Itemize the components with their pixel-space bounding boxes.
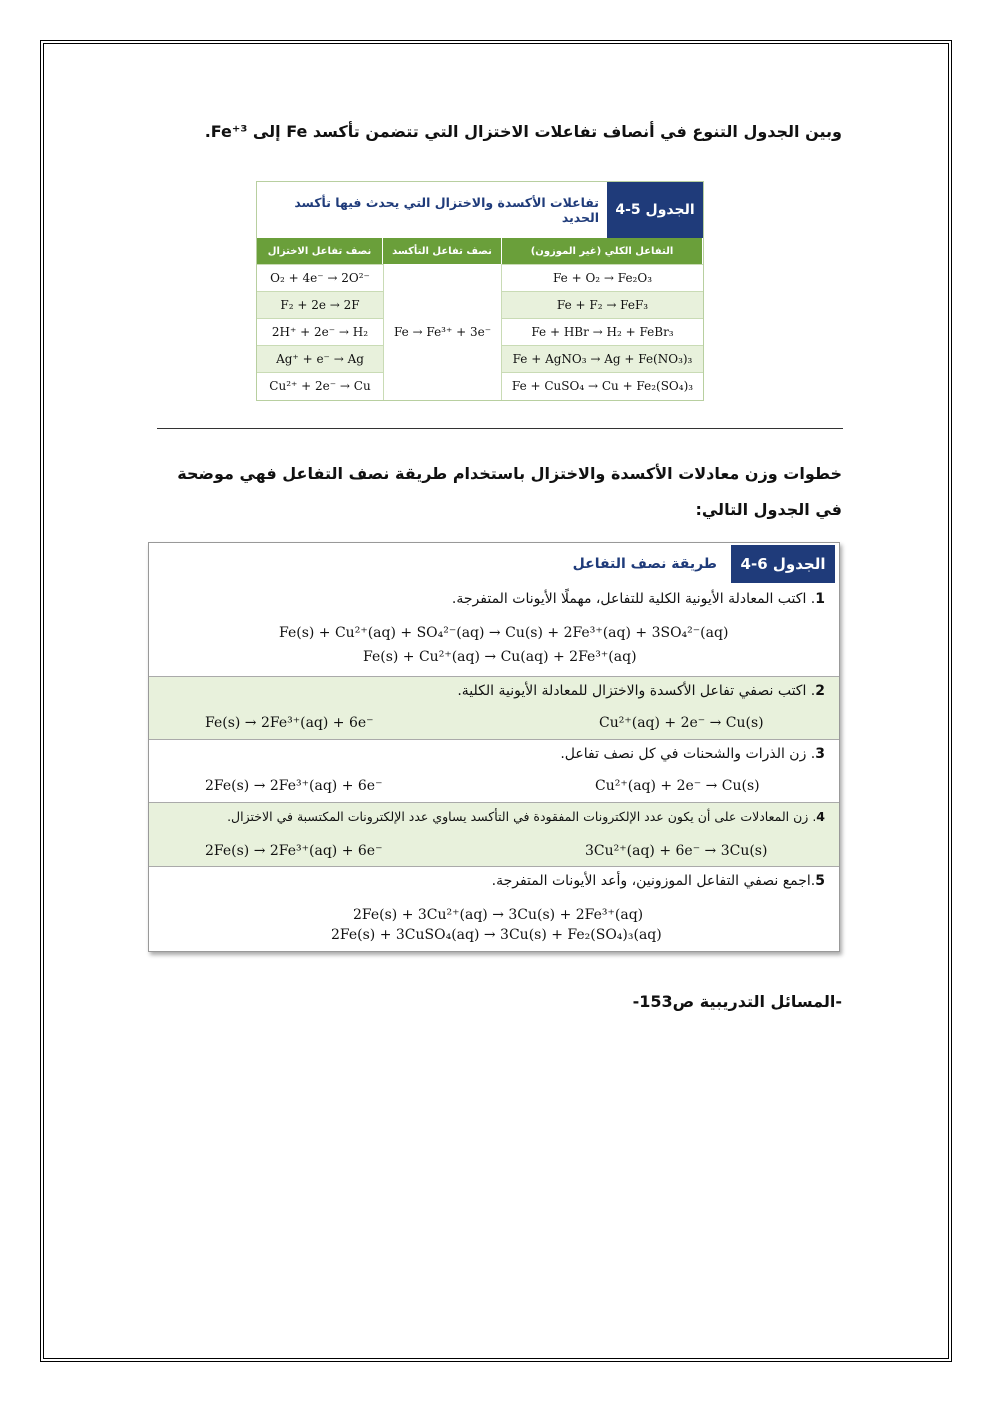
steps-intro-paragraph: خطوات وزن معادلات الأكسدة والاختزال باستخدام طريقة نصف التفاعل فهي موضحة في الجدول التالي: [177, 464, 842, 519]
step-instruction: .اجمع نصفي التفاعل الموزونين، وأعد الأيونات المتفرجة. [491, 873, 816, 889]
table-4-5 [256, 181, 704, 401]
equation-reduction: Cu²⁺(aq) + 2e⁻ → Cu(s) [595, 778, 760, 794]
oxidation-cell: Fe → Fe³⁺ + 3e⁻ [383, 264, 502, 400]
col-head-reduction: نصف تفاعل الاختزال [257, 238, 383, 264]
step-text [227, 809, 825, 824]
divider [157, 428, 843, 429]
col-head-total: التفاعل الكلي (غير الموزون) [502, 238, 703, 264]
reduction-cell: F₂ + 2e → 2F [257, 291, 383, 318]
step-text [492, 873, 825, 889]
step-4 [149, 803, 839, 867]
step-number: 2 [815, 683, 825, 699]
table-4-5-header [257, 182, 703, 238]
equation-reduction: Cu²⁺(aq) + 2e⁻ → Cu(s) [599, 715, 764, 731]
step-number: 4 [816, 809, 825, 824]
table-4-5-title: تفاعلات الأكسدة والاختزال التي يحدث فيها تأكسد الحديد [294, 195, 599, 225]
equation: Fe(s) + Cu²⁺(aq) + SO₄²⁻(aq) → Cu(s) + 2Fe³⁺(aq) + 3SO₄²⁻(aq) [279, 625, 729, 641]
step-5 [149, 867, 839, 951]
table-4-5-number: الجدول 5-4 [607, 182, 703, 238]
step-number: 1 [815, 591, 825, 607]
total-cell: Fe + F₂ → FeF₃ [502, 291, 703, 318]
step-1 [149, 585, 839, 677]
equation: 2Fe(s) + 3CuSO₄(aq) → 3Cu(s) + Fe₂(SO₄)₃(aq) [331, 927, 662, 943]
table-4-6-number: الجدول 6-4 [731, 545, 835, 583]
step-text [560, 746, 825, 762]
total-cell: Fe + O₂ → Fe₂O₃ [502, 264, 703, 291]
reduction-cell: O₂ + 4e⁻ → 2O²⁻ [257, 264, 383, 291]
equation-oxidation: 2Fe(s) → 2Fe³⁺(aq) + 6e⁻ [205, 843, 383, 859]
step-number: 3 [815, 746, 825, 762]
table-4-6 [148, 542, 840, 952]
reduction-cell: 2H⁺ + 2e⁻ → H₂ [257, 318, 383, 345]
col-head-oxidation: نصف تفاعل التأكسد [383, 238, 502, 264]
equation: 2Fe(s) + 3Cu²⁺(aq) → 3Cu(s) + 2Fe³⁺(aq) [353, 907, 644, 923]
step-number: 5 [815, 873, 825, 889]
total-cell: Fe + AgNO₃ → Ag + Fe(NO₃)₃ [502, 345, 703, 372]
step-instruction: . زن الذرات والشحنات في كل نصف تفاعل. [560, 746, 816, 762]
total-cell: Fe + CuSO₄ → Cu + Fe₂(SO₄)₃ [502, 372, 703, 399]
table-4-6-header [149, 543, 839, 586]
intro-paragraph: وبين الجدول التنوع في أنصاف تفاعلات الاختزال التي تتضمن تأكسد Fe إلى Fe⁺³. [204, 122, 842, 141]
equation-oxidation: Fe(s) → 2Fe³⁺(aq) + 6e⁻ [205, 715, 374, 731]
step-text [457, 683, 825, 699]
total-cell: Fe + HBr → H₂ + FeBr₃ [502, 318, 703, 345]
reduction-cell: Cu²⁺ + 2e⁻ → Cu [257, 372, 383, 399]
step-text [452, 591, 825, 607]
practice-problems-label: -المسائل التدريبية ص153- [632, 992, 842, 1011]
step-instruction: . زن المعادلات على أن يكون عدد الإلكترونات المفقودة في التأكسد يساوي عدد الإلكترونات المكتسبة في الاختزال. [227, 809, 817, 824]
step-instruction: . اكتب نصفي تفاعل الأكسدة والاختزال للمعادلة الأيونية الكلية. [457, 683, 816, 699]
step-instruction: . اكتب المعادلة الأيونية الكلية للتفاعل، مهملًا الأيونات المتفرجة. [451, 591, 816, 607]
step-3 [149, 740, 839, 803]
table-4-6-title: طريقة نصف التفاعل [572, 556, 717, 572]
equation-oxidation: 2Fe(s) → 2Fe³⁺(aq) + 6e⁻ [205, 778, 383, 794]
step-2 [149, 677, 839, 740]
equation: Fe(s) + Cu²⁺(aq) → Cu(aq) + 2Fe³⁺(aq) [363, 649, 637, 665]
equation-reduction: 3Cu²⁺(aq) + 6e⁻ → 3Cu(s) [585, 843, 768, 859]
reduction-cell: Ag⁺ + e⁻ → Ag [257, 345, 383, 372]
